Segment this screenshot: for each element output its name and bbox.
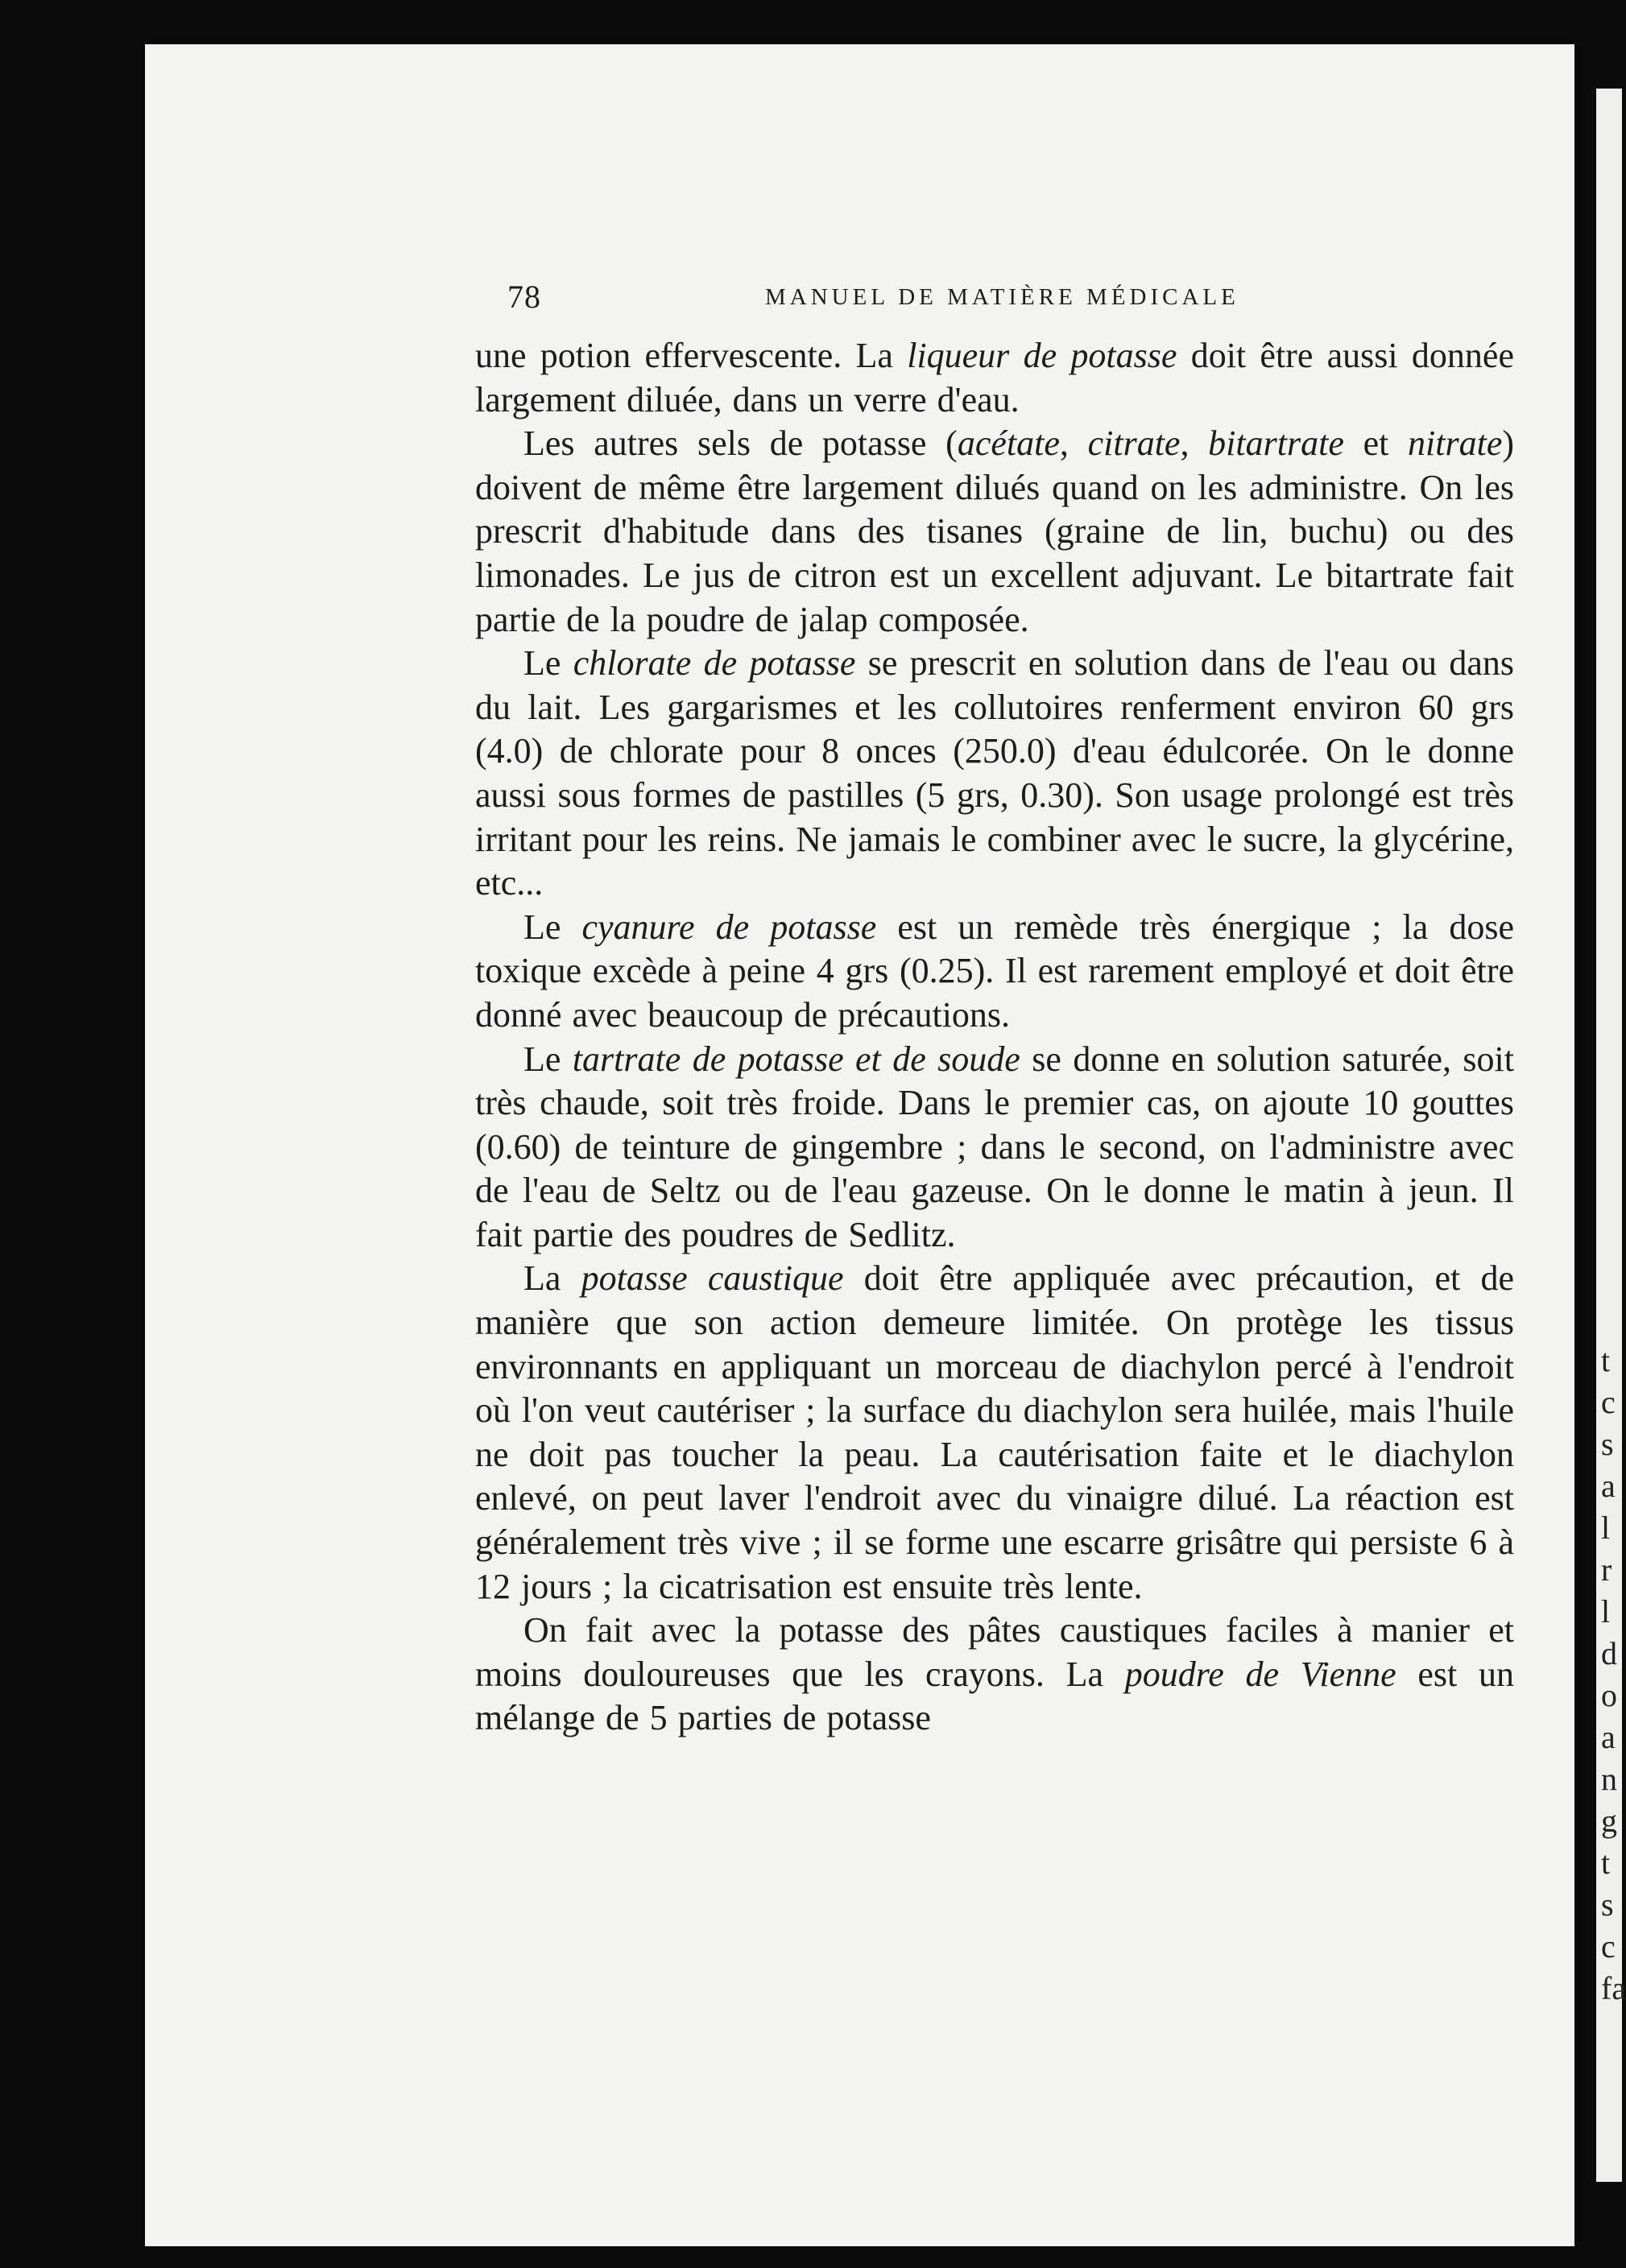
italic-term: nitrate: [1408, 423, 1503, 464]
paragraph: [475, 334, 1514, 422]
facing-page-edge: [1596, 89, 1626, 2182]
running-title: MANUEL DE MATIÈRE MÉDICALE: [765, 284, 1239, 310]
facing-page-letter: fa: [1601, 1970, 1626, 2006]
text-run: ) doivent de même être largement dilués quand on les administre. On les prescrit d'habitude dans des tisanes (graine de lin, buchu) ou des limonades. Le jus de citron est un excellent adjuvant. Le bitartrate fait partie de la poudre de jalap composée.: [475, 423, 1515, 639]
facing-page-letter: o: [1601, 1677, 1617, 1713]
italic-term: acétate: [957, 423, 1060, 464]
paragraph: [475, 422, 1514, 642]
text-run: doit être aussi donnée largement diluée, dans un verre d'eau.: [475, 336, 1514, 419]
paragraph: [475, 642, 1514, 906]
facing-page-letter: n: [1601, 1761, 1617, 1797]
body-text: [475, 334, 1514, 1741]
text-run: La: [523, 1258, 581, 1299]
facing-page-letter: l: [1601, 1593, 1611, 1630]
facing-page-letter: a: [1601, 1468, 1616, 1504]
facing-page-letter: c: [1601, 1384, 1616, 1420]
page-content: [475, 278, 1514, 1741]
text-run: ,: [1180, 423, 1209, 464]
text-run: Le: [523, 1039, 573, 1079]
facing-page-letter: l: [1601, 1510, 1611, 1546]
text-run: est un remède très énergique ; la dose toxique excède à peine 4 grs (0.25). Il est rarement employé et doit être donné avec beaucoup de précautions.: [475, 907, 1515, 1035]
text-run: doit être appliquée avec précaution, et de manière que son action demeure limitée. On protège les tissus environnants en appliquant un morceau de diachylon percé à l'endroit où l'on veut cautériser ; la surface du diachylon sera huilée, mais l'huile ne doit pas toucher la peau. La cautérisation faite et le diachylon enlevé, on peut laver l'endroit avec du vinaigre dilué. La réaction est généralement très vive ; il se forme une escarre grisâtre qui persiste 6 à 12 jours ; la cicatrisation est ensuite très lente.: [475, 1258, 1514, 1606]
facing-page-letter: t: [1601, 1342, 1611, 1378]
italic-term: poudre de Vienne: [1124, 1654, 1396, 1694]
text-run: Le: [523, 907, 582, 947]
italic-term: citrate: [1087, 423, 1181, 464]
text-run: se donne en solution saturée, soit très chaude, soit très froide. Dans le premier cas, on ajoute 10 gouttes (0.60) de teinture de gingembre ; dans le second, on l'administre avec de l'eau de Seltz ou de l'eau gazeuse. On le donne le matin à jeun. Il fait partie des poudres de Sedlitz.: [475, 1039, 1514, 1254]
text-run: Les autres sels de potasse (: [523, 423, 958, 464]
italic-term: cyanure de potasse: [581, 907, 877, 947]
italic-term: chlorate de potasse: [573, 643, 856, 684]
facing-page-letter: g: [1601, 1803, 1617, 1839]
paragraph: [475, 906, 1514, 1038]
text-run: On fait avec la potasse des pâtes caustiques faciles à manier et moins douloureuses que les crayons. La: [475, 1610, 1514, 1694]
facing-page-letter: c: [1601, 1928, 1616, 1964]
italic-term: liqueur de potasse: [907, 336, 1177, 375]
italic-term: bitartrate: [1208, 423, 1344, 464]
text-run: se prescrit en solution dans de l'eau ou dans du lait. Les gargarismes et les collutoires renferment environ 60 grs (4.0) de chlorate pour 8 onces (250.0) d'eau édulcorée. On le donne aussi sous formes de pastilles (5 grs, 0.30). Son usage prolongé est très irritant pour les reins. Ne jamais le combiner avec le sucre, la glycérine, etc...: [475, 643, 1515, 903]
facing-page-letter: s: [1601, 1426, 1614, 1462]
paragraph: [475, 1038, 1514, 1258]
page-number: 78: [507, 279, 541, 315]
facing-page-letter: s: [1601, 1886, 1614, 1923]
facing-page-letter: r: [1601, 1551, 1612, 1588]
italic-term: tartrate de potasse et de soude: [572, 1039, 1020, 1079]
page-header: [475, 278, 1514, 334]
text-run: ,: [1059, 423, 1088, 464]
paragraph: [475, 1257, 1514, 1609]
text-run: est un mélange de 5 parties de potasse: [475, 1654, 1514, 1738]
facing-page-letter: a: [1601, 1719, 1616, 1755]
text-run: Le: [523, 643, 573, 684]
italic-term: potasse caustique: [581, 1258, 844, 1299]
paragraph: [475, 1609, 1514, 1741]
text-run: et: [1343, 423, 1409, 464]
facing-page-letter: t: [1601, 1845, 1611, 1881]
facing-page-letter: d: [1601, 1635, 1617, 1671]
text-run: une potion effervescente. La: [475, 336, 908, 375]
